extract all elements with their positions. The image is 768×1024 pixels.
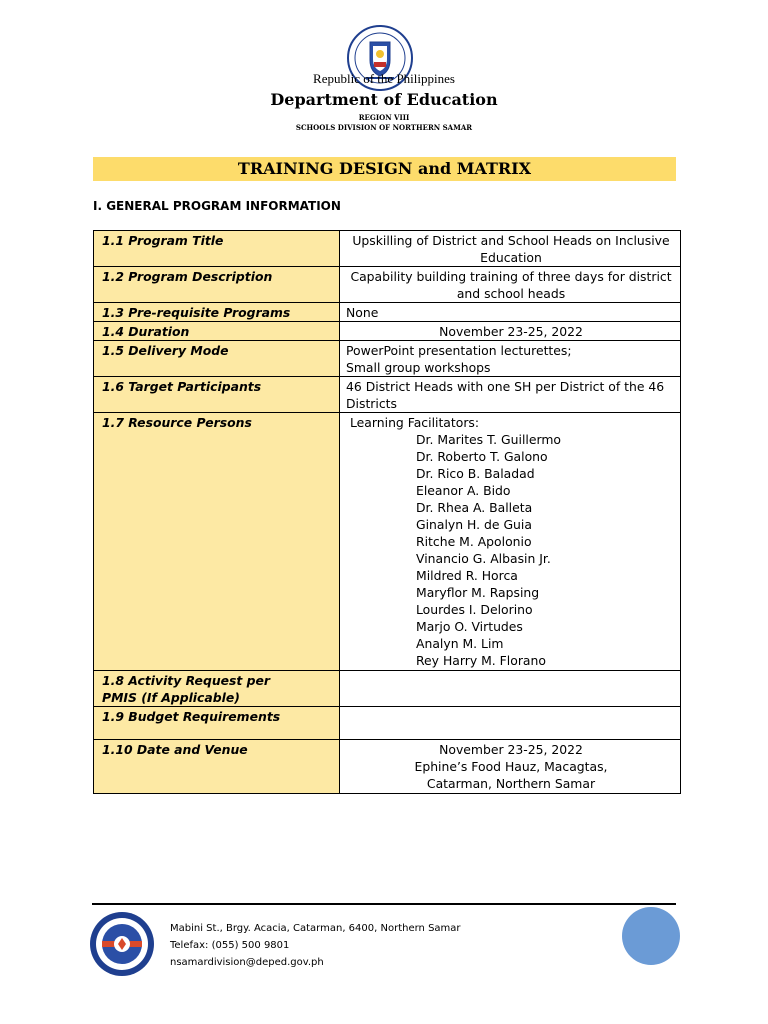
duration-label: 1.4 Duration xyxy=(94,322,340,341)
table-row xyxy=(94,322,681,341)
venue-line-3: Catarman, Northern Samar xyxy=(426,776,596,791)
section-heading: I. GENERAL PROGRAM INFORMATION xyxy=(93,199,341,213)
table-row xyxy=(94,341,681,377)
budget-requirements-value xyxy=(340,707,681,740)
resource-persons-value xyxy=(340,413,681,671)
facilitator-name: Marjo O. Virtudes xyxy=(416,619,523,634)
footer-divider xyxy=(92,903,676,905)
table-row xyxy=(94,707,681,740)
program-description-label: 1.2 Program Description xyxy=(94,267,340,303)
facilitator-name: Rey Harry M. Florano xyxy=(416,653,546,668)
facilitator-name: Dr. Marites T. Guillermo xyxy=(416,432,561,447)
table-row xyxy=(94,671,681,707)
footer-address: Mabini St., Brgy. Acacia, Catarman, 6400, Northern Samar xyxy=(170,923,461,934)
program-title-label: 1.1 Program Title xyxy=(94,231,340,267)
prereq-value: None xyxy=(340,303,681,322)
facilitator-name: Analyn M. Lim xyxy=(416,636,504,651)
facilitator-name: Vinancio G. Albasin Jr. xyxy=(416,551,551,566)
table-row xyxy=(94,267,681,303)
date-venue-label: 1.10 Date and Venue xyxy=(94,740,340,794)
target-participants-value: 46 District Heads with one SH per District of the 46 Districts xyxy=(340,377,681,413)
delivery-line-2: Small group workshops xyxy=(346,360,491,375)
facilitator-name: Dr. Roberto T. Galono xyxy=(416,449,548,464)
resource-persons-label: 1.7 Resource Persons xyxy=(94,413,340,671)
prereq-label: 1.3 Pre-requisite Programs xyxy=(94,303,340,322)
table-row xyxy=(94,377,681,413)
activity-request-value xyxy=(340,671,681,707)
program-info-table xyxy=(93,230,681,794)
venue-line-1: November 23-25, 2022 xyxy=(439,742,583,757)
facilitator-name: Lourdes I. Delorino xyxy=(416,602,533,617)
footer-telefax: Telefax: (055) 500 9801 xyxy=(170,940,290,951)
venue-line-2: Ephine’s Food Hauz, Macagtas, xyxy=(414,759,608,774)
region-line: REGION VIII xyxy=(358,113,410,122)
target-participants-label: 1.6 Target Participants xyxy=(94,377,340,413)
department-name: Department of Education xyxy=(270,90,498,109)
division-line: SCHOOLS DIVISION OF NORTHERN SAMAR xyxy=(295,123,473,132)
table-row xyxy=(94,413,681,671)
table-row xyxy=(94,740,681,794)
date-venue-value xyxy=(340,740,681,794)
footer-contact xyxy=(170,920,461,971)
delivery-mode-label: 1.5 Delivery Mode xyxy=(94,341,340,377)
document-title: TRAINING DESIGN and MATRIX xyxy=(93,157,676,181)
table-row xyxy=(94,303,681,322)
activity-label-line-2: PMIS (If Applicable) xyxy=(102,690,240,705)
activity-request-label xyxy=(94,671,340,707)
facilitator-name: Ginalyn H. de Guia xyxy=(416,517,532,532)
facilitator-name: Dr. Rico B. Baladad xyxy=(416,466,535,481)
facilitator-name: Eleanor A. Bido xyxy=(416,483,511,498)
footer-email[interactable]: nsamardivision@deped.gov.ph xyxy=(170,957,324,968)
facilitators-heading: Learning Facilitators: xyxy=(350,415,480,430)
duration-value: November 23-25, 2022 xyxy=(340,322,681,341)
decorative-circle-icon xyxy=(622,907,680,965)
facilitator-name: Mildred R. Horca xyxy=(416,568,518,583)
activity-label-line-1: 1.8 Activity Request per xyxy=(102,673,271,688)
program-description-value: Capability building training of three days for district and school heads xyxy=(340,267,681,303)
division-seal-icon xyxy=(88,910,156,978)
republic-line: Republic of the Philippines xyxy=(313,71,455,86)
program-title-value: Upskilling of District and School Heads on Inclusive Education xyxy=(340,231,681,267)
delivery-line-1: PowerPoint presentation lecturettes; xyxy=(346,343,572,358)
delivery-mode-value xyxy=(340,341,681,377)
facilitator-name: Dr. Rhea A. Balleta xyxy=(416,500,533,515)
table-row xyxy=(94,231,681,267)
facilitator-name: Maryflor M. Rapsing xyxy=(416,585,540,600)
facilitator-name: Ritche M. Apolonio xyxy=(416,534,532,549)
budget-requirements-label: 1.9 Budget Requirements xyxy=(94,707,340,740)
facilitators-list xyxy=(346,431,676,669)
